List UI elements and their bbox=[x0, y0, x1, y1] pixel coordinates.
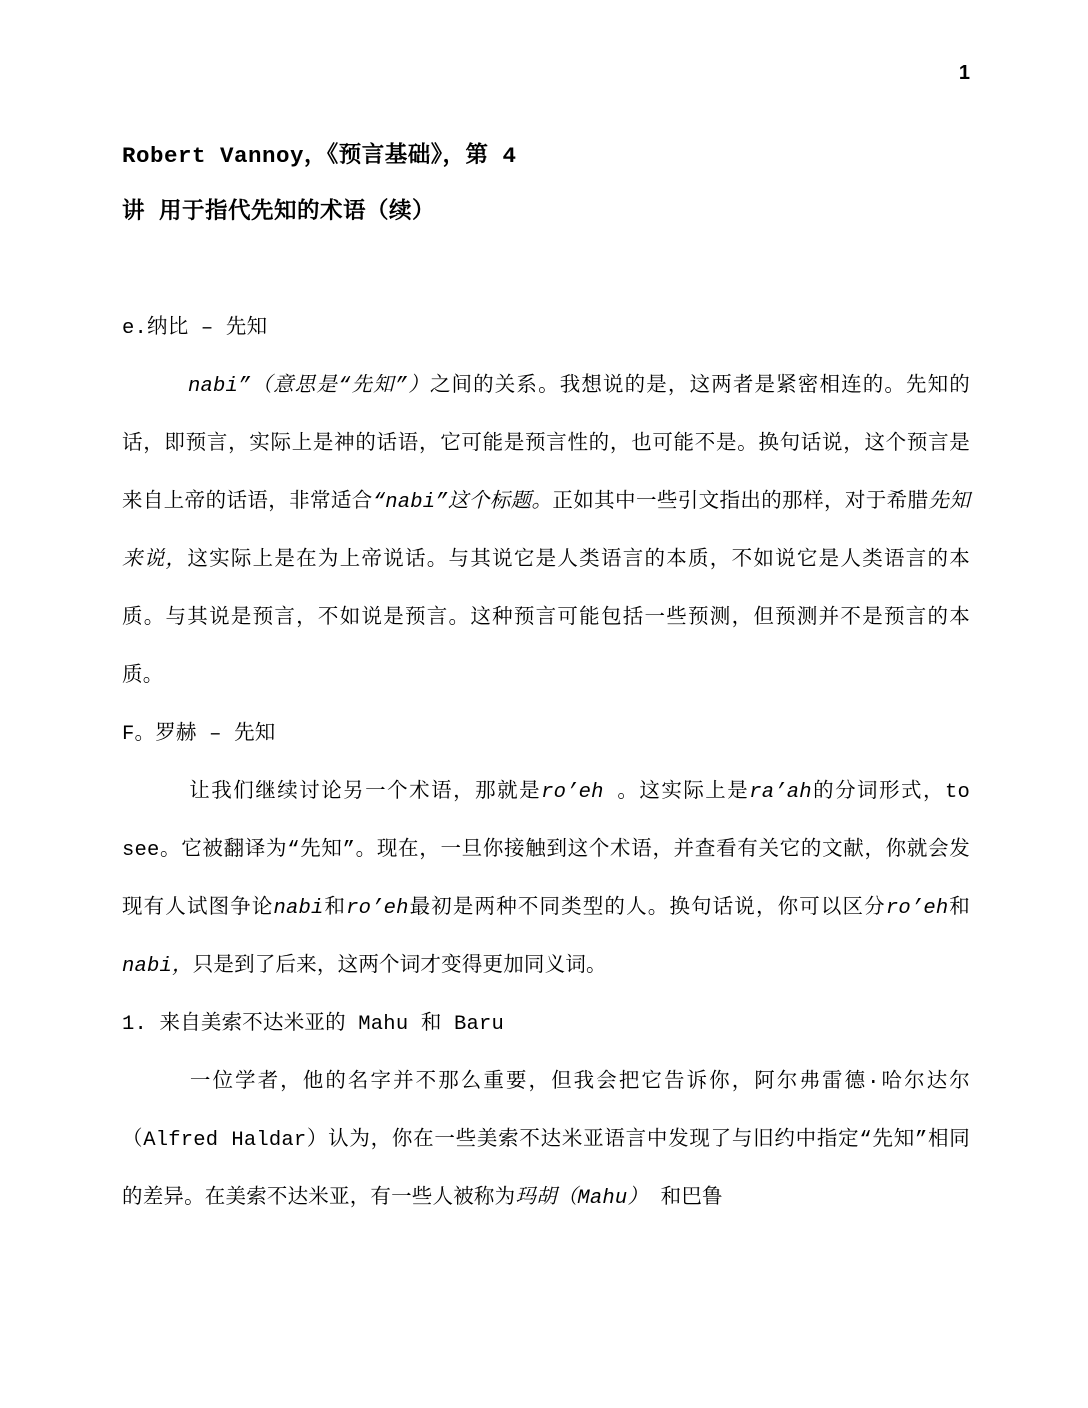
section-1-heading: 1. 来自美索不达米亚的 Mahu 和 Baru bbox=[122, 1013, 505, 1036]
body-text: 最初是两种不同类型的人。换句话说，你可以区分 bbox=[408, 897, 886, 920]
section-f-heading: F。罗赫 – 先知 bbox=[122, 723, 276, 746]
emphasis-text: nabi”（意思是“先知”） bbox=[188, 375, 430, 398]
document-body bbox=[122, 128, 970, 1228]
body-text: 。这实际上是 bbox=[603, 781, 750, 804]
section-1-paragraph bbox=[122, 1054, 970, 1228]
title-line-1: Robert Vannoy，《预言基础》，第 4 bbox=[122, 143, 517, 169]
title-spacer bbox=[122, 240, 970, 300]
emphasis-text: ro’eh bbox=[541, 781, 604, 804]
page-title bbox=[122, 128, 970, 240]
emphasis-text: nabi bbox=[273, 897, 324, 920]
emphasis-text: nabi， bbox=[122, 955, 193, 978]
body-text: 之间的关系。我想说的是，这两者是紧密相连的。先知的话，即预言，实际上是神的话语，它可能是预言性的，也可能不是。换句话说，这个预言是来自上帝的话语，非常适合 bbox=[122, 375, 971, 514]
emphasis-text: ra’ah bbox=[749, 781, 812, 804]
emphasis-text: ro’eh bbox=[885, 897, 949, 920]
section-e-heading: e.纳比 – 先知 bbox=[122, 317, 268, 340]
body-text: 正如其中一些引文指出的那样，对于希腊 bbox=[552, 491, 929, 514]
title-line-2: 讲 用于指代先知的术语（续） bbox=[122, 199, 436, 225]
body-text: 和 bbox=[948, 897, 970, 920]
emphasis-text: “nabi”这个标题。 bbox=[372, 491, 553, 514]
emphasis-text: 玛胡（Mahu） bbox=[515, 1187, 649, 1210]
section-e-paragraph bbox=[122, 358, 970, 706]
body-text: 和巴鲁 bbox=[648, 1187, 723, 1210]
body-text: 让我们继续讨论另一个术语，那就是 bbox=[188, 781, 542, 804]
page-number: 1 bbox=[958, 62, 970, 84]
emphasis-text: ro’eh bbox=[346, 897, 409, 920]
section-f-paragraph bbox=[122, 764, 970, 996]
body-text: 一位学者，他的名字并不那么重要，但我会把它告诉你，阿尔弗雷德·哈尔达尔（Alfred Haldar）认为，你在一些美索不达米亚语言中发现了与旧约中指定“先知”相同的差异。在美索不达米亚，有一些人被称为 bbox=[122, 1071, 970, 1210]
body-text: 只是到了后来，这两个词才变得更加同义词。 bbox=[192, 955, 607, 978]
body-text: 和 bbox=[323, 897, 347, 920]
body-text: 这实际上是在为上帝说话。与其说它是人类语言的本质，不如说它是人类语言的本质。与其说是预言，不如说是预言。这种预言可能包括一些预测，但预测并不是预言的本质。 bbox=[122, 549, 970, 688]
body-text: 的分词形式，to see。它被翻译为“先知”。现在，一旦你接触到这个术语，并查看有关它的文献，你就会发现有人试图争论 bbox=[122, 781, 970, 920]
emphasis-text: 先知来说， bbox=[122, 491, 971, 572]
